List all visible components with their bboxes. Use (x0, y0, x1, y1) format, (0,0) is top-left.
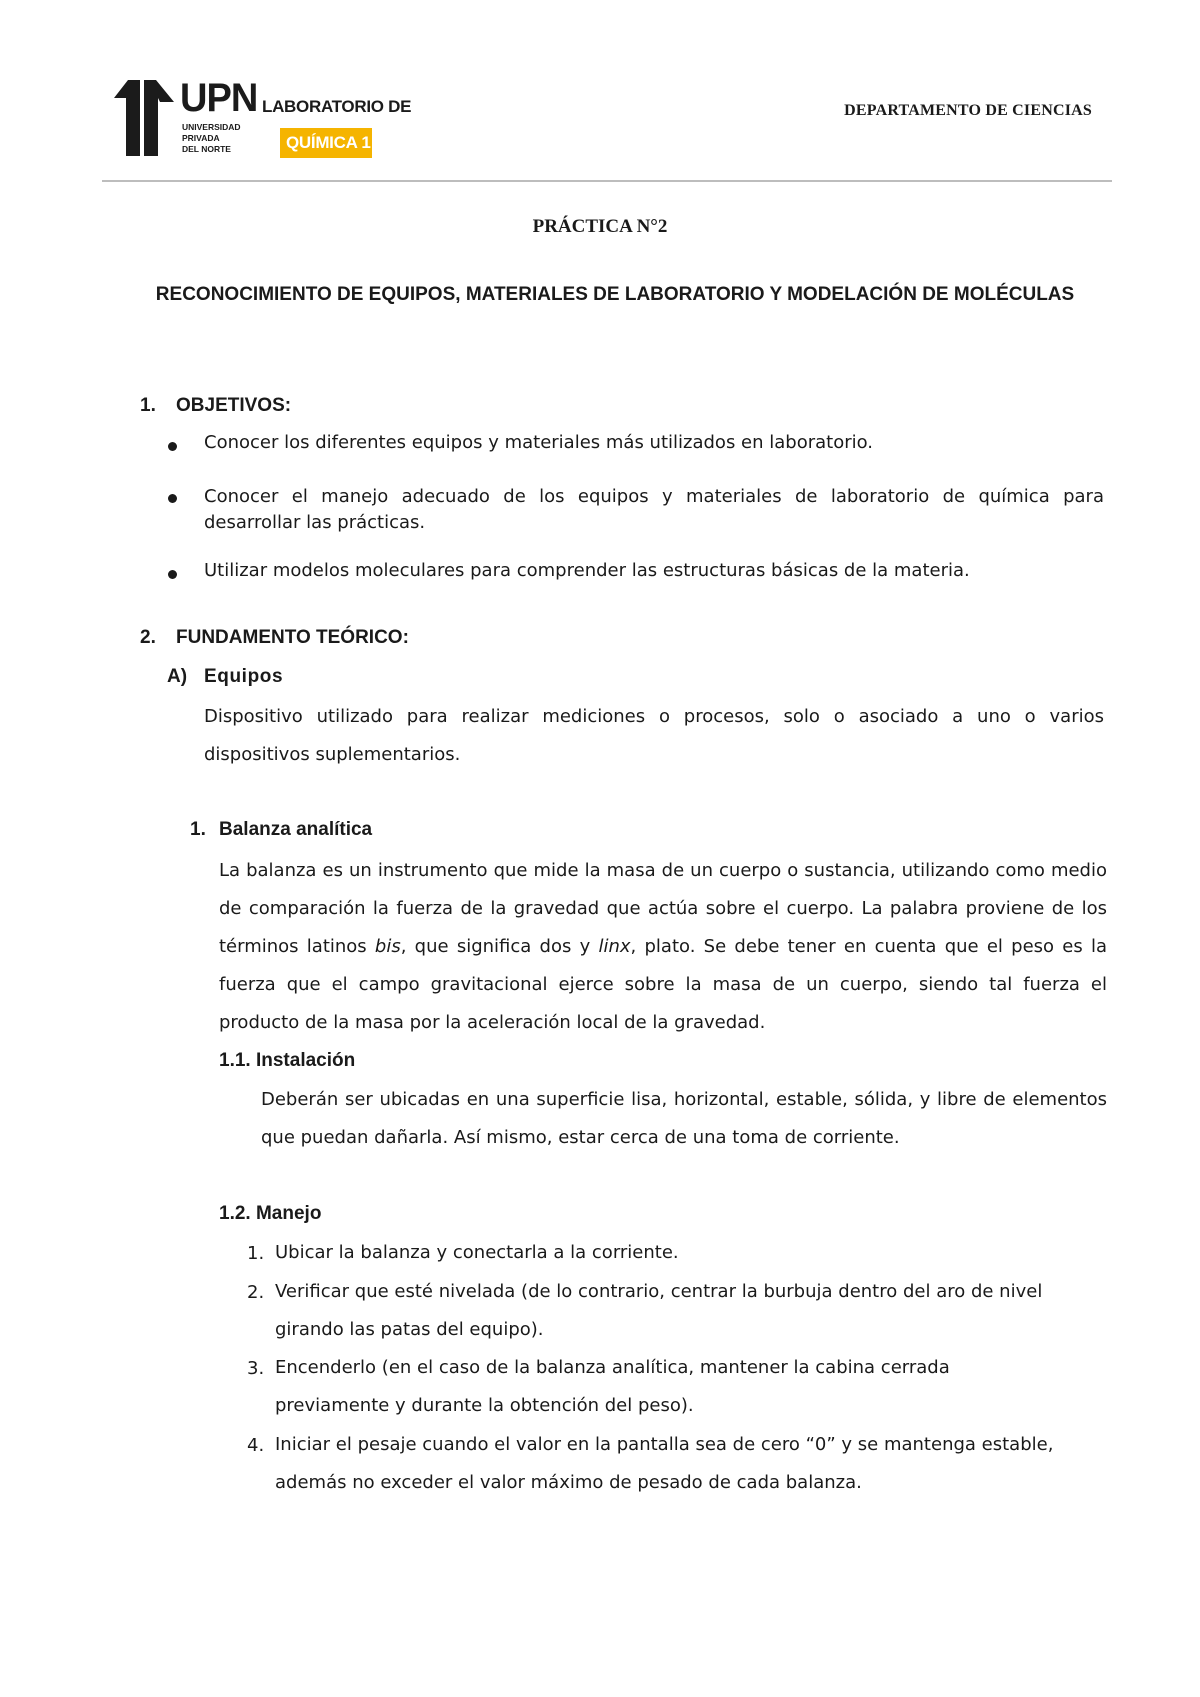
handling-step-4: Iniciar el pesaje cuando el valor en la pantalla sea de cero “0” y se mantenga estable, además no exceder el valor máximo de pesado de cada balanza. (275, 1434, 1054, 1493)
bullet-icon (168, 494, 177, 503)
latin-term-bis: bis (374, 936, 401, 957)
item-1-heading: Balanza analítica (219, 819, 373, 840)
item-1-text-part-1: La balanza es un instrumento que mide la masa de un cuerpo o sustancia, utilizando como medio de comparación la fuerza de la gravedad que actúa sobre el cuerpo. La palabra proviene de los términos latinos (219, 860, 1107, 957)
handling-step-number: 2. (247, 1282, 265, 1303)
handling-step-1: Ubicar la balanza y conectarla a la corriente. (275, 1242, 679, 1263)
item-1-text-part-2: , que significa dos y (400, 936, 599, 957)
upn-arrow-logo-icon (114, 80, 174, 156)
objective-item-1: Conocer los diferentes equipos y materiales más utilizados en laboratorio. (204, 432, 874, 453)
handling-step-3: Encenderlo (en el caso de la balanza analítica, mantener la cabina cerrada previamente y durante la obtención del peso). (275, 1357, 950, 1416)
section-2-number: 2. (140, 627, 156, 648)
bullet-icon (168, 442, 177, 451)
logo-brand-text: UPN (180, 76, 258, 120)
practice-number: PRÁCTICA N°2 (532, 216, 668, 237)
objective-item-2: Conocer el manejo adecuado de los equipos y materiales de laboratorio de química para desarrollar las prácticas. (204, 486, 1104, 533)
subsection-a-letter: A) (167, 666, 188, 687)
page-header (102, 70, 1112, 190)
installation-heading: 1.1. Instalación (219, 1050, 356, 1071)
handling-step-number: 1. (247, 1243, 265, 1264)
handling-step-number: 4. (247, 1435, 265, 1456)
logo-university-line-1: UNIVERSIDAD (182, 122, 241, 132)
bullet-icon (168, 570, 177, 579)
logo-university-line-2: PRIVADA (182, 133, 220, 143)
objective-item-3: Utilizar modelos moleculares para comprender las estructuras básicas de la materia. (204, 560, 970, 581)
logo-lab-badge: QUÍMICA 1 (280, 128, 372, 158)
installation-text: Deberán ser ubicadas en una superficie lisa, horizontal, estable, sólida, y libre de elementos que puedan dañarla. Así mismo, estar cerca de una toma de corriente. (261, 1089, 1107, 1148)
upn-lab-logo (114, 76, 414, 170)
section-1-number: 1. (140, 395, 156, 416)
handling-step-number: 3. (247, 1358, 265, 1379)
logo-university-text (182, 122, 252, 155)
latin-term-linx: linx (598, 936, 631, 957)
handling-heading: 1.2. Manejo (219, 1203, 322, 1224)
section-1-heading: OBJETIVOS: (176, 395, 292, 416)
item-1-text-part-3: , plato. Se debe tener en cuenta que el peso es la fuerza que el campo gravitacional ejerce sobre la masa de un cuerpo, siendo tal fuerza el producto de la masa por la aceleración local de la gravedad. (219, 936, 1107, 1033)
logo-lab-text: LABORATORIO DE (262, 97, 412, 116)
item-1-number: 1. (190, 819, 206, 840)
header-divider (102, 180, 1112, 182)
document-title: RECONOCIMIENTO DE EQUIPOS, MATERIALES DE LABORATORIO Y MODELACIÓN DE MOLÉCULAS (155, 284, 1075, 305)
section-2-heading: FUNDAMENTO TEÓRICO: (176, 627, 409, 648)
logo-university-line-3: DEL NORTE (182, 144, 231, 154)
handling-step-2: Verificar que esté nivelada (de lo contrario, centrar la burbuja dentro del aro de nivel girando las patas del equipo). (275, 1281, 1043, 1340)
subsection-a-heading: Equipos (204, 666, 284, 687)
department-name: DEPARTAMENTO DE CIENCIAS (844, 102, 1092, 119)
item-1-text (219, 852, 1107, 1042)
subsection-a-text: Dispositivo utilizado para realizar mediciones o procesos, solo o asociado a uno o varios dispositivos suplementarios. (204, 706, 1104, 765)
